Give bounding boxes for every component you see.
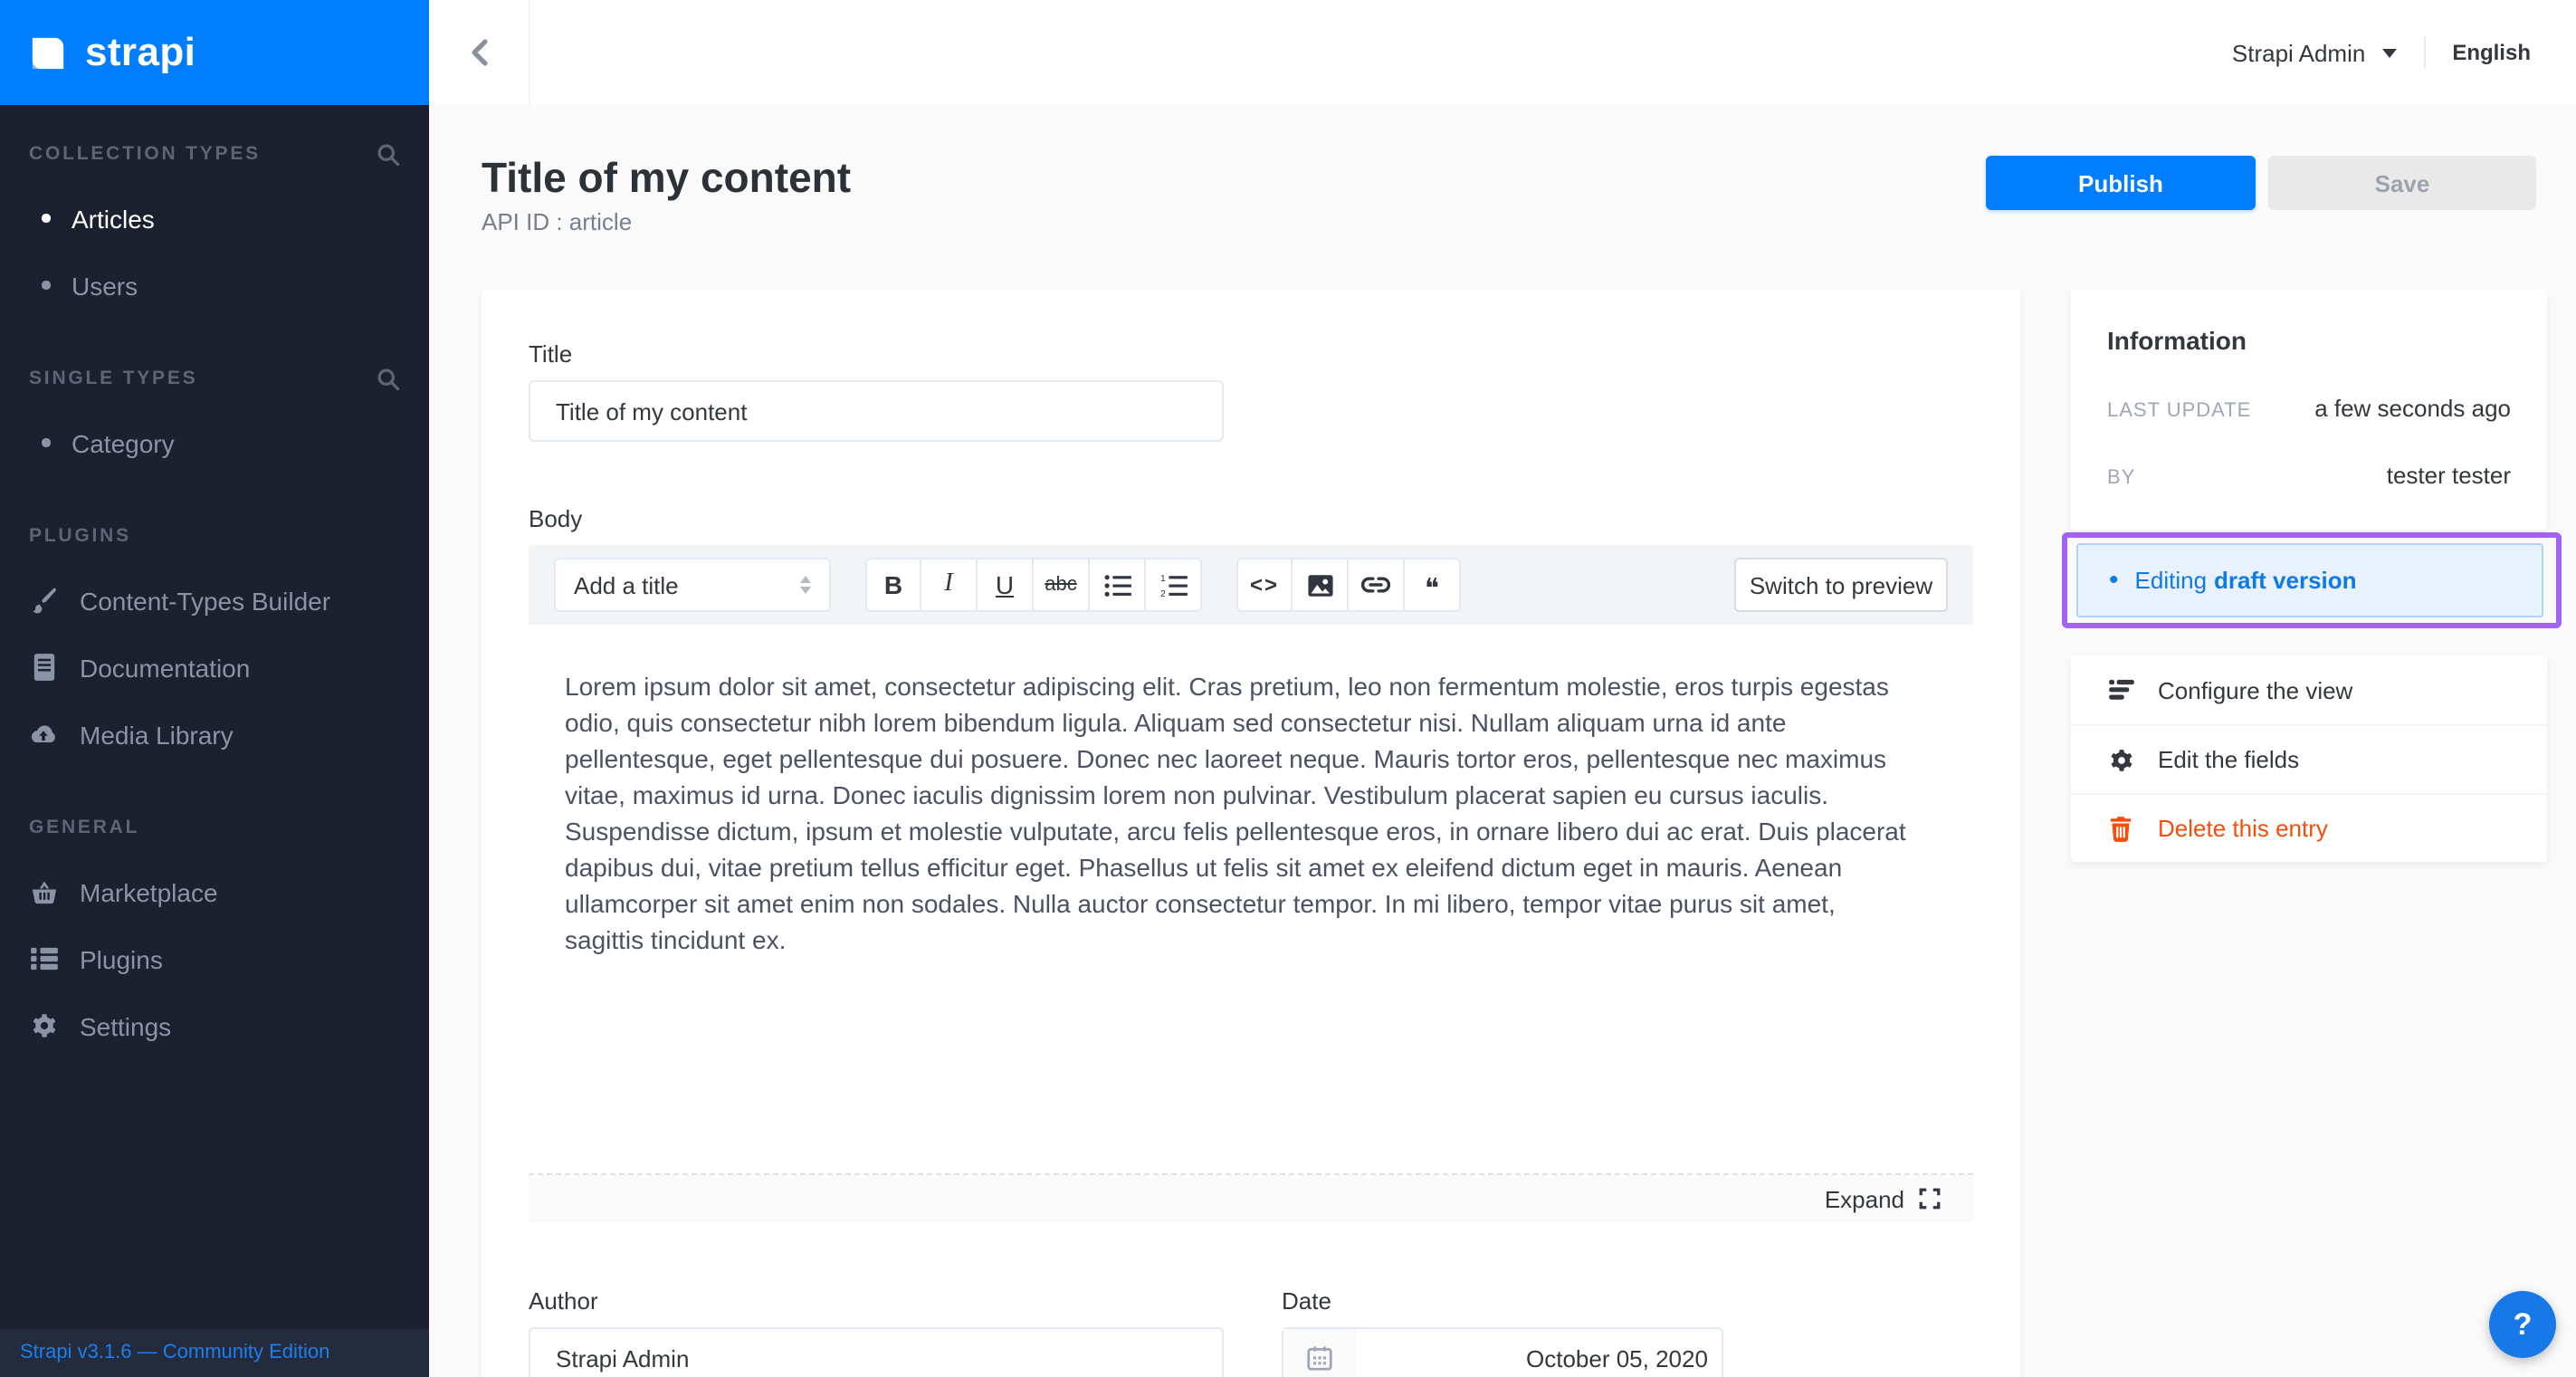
ordered-list-icon (1159, 573, 1187, 597)
link-label: Configure the view (2158, 676, 2353, 703)
sidebar-item-documentation[interactable] (29, 634, 400, 701)
author-date-row (529, 1287, 1973, 1377)
sidebar-item-users[interactable] (29, 252, 400, 319)
bullet-list-button[interactable] (1090, 558, 1146, 612)
user-menu-label: Strapi Admin (2231, 39, 2366, 66)
back-button[interactable] (429, 0, 530, 105)
underline-button[interactable]: U (978, 558, 1034, 612)
expand-label: Expand (1824, 1185, 1904, 1212)
fullscreen-expand-icon (1919, 1188, 1941, 1210)
publish-button[interactable]: Publish (1986, 156, 2256, 210)
gear-icon (29, 1012, 58, 1039)
strapi-logo-text: strapi (85, 29, 196, 74)
italic-button[interactable]: I (921, 558, 978, 612)
section-label: SINGLE TYPES (29, 368, 198, 389)
sidebar-item-plugins[interactable] (29, 925, 400, 992)
svg-text:1: 1 (1159, 573, 1165, 584)
section-label: PLUGINS (29, 525, 131, 547)
page-title: Title of my content (482, 154, 852, 201)
bullet-list-icon (1103, 573, 1131, 597)
insert-button-group (1236, 558, 1461, 612)
date-field (1282, 1287, 1723, 1377)
sidebar-item-media-library[interactable] (29, 701, 400, 768)
link-button[interactable] (1349, 558, 1405, 612)
sidebar-item-label: Users (72, 271, 138, 300)
last-update-label: LAST UPDATE (2107, 400, 2252, 422)
trash-icon (2107, 816, 2134, 841)
sidebar-item-label: Plugins (80, 944, 163, 973)
rich-text-editor (529, 545, 1973, 1222)
svg-text:2: 2 (1159, 588, 1165, 597)
editor-expand-bar[interactable] (529, 1173, 1973, 1222)
by-row (2107, 462, 2511, 489)
link-label: Edit the fields (2158, 746, 2300, 773)
configure-the-view-link[interactable] (2071, 655, 2547, 724)
body-field-label: Body (529, 505, 583, 532)
sidebar-item-label: Category (72, 428, 175, 457)
author-input[interactable] (529, 1327, 1224, 1377)
sidebar-item-category[interactable] (29, 409, 400, 476)
topbar (429, 0, 2576, 105)
sidebar (0, 0, 429, 1377)
gear-icon (2107, 747, 2134, 772)
last-update-row (2107, 395, 2511, 422)
sliders-icon (2107, 679, 2134, 701)
search-icon[interactable] (377, 142, 400, 166)
code-button[interactable]: <> (1236, 558, 1293, 612)
information-title: Information (2107, 326, 2247, 355)
sidebar-item-label: Media Library (80, 720, 234, 749)
sidebar-item-articles[interactable] (29, 185, 400, 252)
sidebar-item-label: Settings (80, 1011, 172, 1040)
entry-links-card (2071, 655, 2547, 862)
editing-draft-version-banner[interactable] (2076, 543, 2543, 617)
last-update-value: a few seconds ago (2314, 395, 2511, 422)
section-label: GENERAL (29, 817, 140, 838)
switch-to-preview-button[interactable]: Switch to preview (1734, 558, 1948, 612)
quote-button[interactable]: ❝ (1405, 558, 1461, 612)
right-panel (2071, 290, 2549, 1050)
version-text: Strapi v3.1.6 — Community Edition (20, 1342, 330, 1363)
annotation-highlight (2062, 532, 2562, 628)
delete-this-entry-link[interactable] (2071, 793, 2547, 862)
heading-select-value: Add a title (574, 571, 679, 598)
heading-select[interactable] (554, 558, 831, 612)
bullet-icon (42, 439, 50, 447)
editor-toolbar (529, 545, 1973, 625)
calendar-icon[interactable] (1283, 1329, 1356, 1377)
section-single-types (29, 366, 400, 476)
section-general (29, 815, 400, 1059)
book-icon (29, 654, 58, 681)
list-icon (29, 947, 58, 971)
edit-form-card (482, 290, 2020, 1377)
by-value: tester tester (2386, 462, 2511, 489)
bullet-icon (42, 215, 50, 223)
bold-button[interactable]: B (865, 558, 921, 612)
chevron-left-icon (469, 38, 489, 67)
information-card (2071, 290, 2547, 531)
sidebar-item-label: Marketplace (80, 877, 218, 906)
section-collection-types (29, 141, 400, 319)
edit-the-fields-link[interactable] (2071, 724, 2547, 793)
basket-icon (29, 879, 58, 904)
author-field-label: Author (529, 1287, 598, 1315)
format-button-group (865, 558, 1202, 612)
sidebar-item-label: Content-Types Builder (80, 586, 331, 615)
chevron-down-icon (2381, 48, 2396, 57)
cloud-upload-icon (29, 723, 58, 745)
api-id-subtitle: API ID : article (482, 208, 633, 235)
paintbrush-icon (29, 587, 58, 614)
sidebar-nav (0, 105, 429, 1059)
sidebar-item-label: Documentation (80, 653, 251, 682)
sidebar-item-label: Articles (72, 204, 155, 233)
date-field-label: Date (1282, 1287, 1331, 1315)
search-icon[interactable] (377, 367, 400, 390)
sidebar-version-footer[interactable] (0, 1328, 429, 1377)
ordered-list-button[interactable] (1146, 558, 1202, 612)
language-selector[interactable]: English (2452, 40, 2531, 65)
title-field-label: Title (529, 340, 573, 368)
page-head (482, 152, 851, 235)
author-field (529, 1287, 1224, 1377)
save-button[interactable]: Save (2268, 156, 2536, 210)
help-button[interactable]: ? (2489, 1291, 2556, 1358)
draft-bullet-icon: • (2109, 565, 2119, 596)
draft-version-label: draft version (2214, 567, 2357, 594)
by-label: BY (2107, 467, 2136, 489)
strapi-logo[interactable] (0, 0, 429, 105)
link-icon (1361, 576, 1390, 594)
image-button[interactable] (1293, 558, 1349, 612)
image-icon (1306, 573, 1333, 597)
section-label: COLLECTION TYPES (29, 143, 261, 165)
sidebar-item-marketplace[interactable] (29, 858, 400, 925)
user-menu[interactable] (2232, 39, 2396, 66)
divider (2423, 36, 2425, 69)
link-label: Delete this entry (2158, 815, 2328, 842)
draft-prefix: Editing (2134, 567, 2208, 594)
title-input[interactable] (529, 380, 1224, 442)
editor-content[interactable]: Lorem ipsum dolor sit amet, consectetur adipiscing elit. Cras pretium, leo non fermentum molestie, eros turpis egestas odio, quis consectetur nibh lorem bibendum ligula. Aliquam sed consectetur nisi. Nullam aliquam urna id ante pellentesque, eget pellentesque dui posuere. Donec nec laoreet neque. Mauris tortor eros, pellentesque nec maximus vitae, maximus id urna. Donec iaculis dignissim lorem non pulvinar. Vestibulum placerat sapien eu cursus iaculis. Suspendisse dictum, ipsum et molestie vulputate, arcu felis pellentesque eros, in ornare libero dui ac erat. Duis placerat dapibus dui, vitae pretium tellus efficitur eget. Phasellus ut felis sit amet ex eleifend dictum eget in mauris. Aenean ullamcorper sit amet enim non sodales. Nulla auctor consectetur tempor. In mi libero, tempor vitae purus sit amet, sagittis tincidunt ex. (529, 625, 1973, 1173)
sidebar-item-settings[interactable] (29, 992, 400, 1059)
sidebar-item-content-types-builder[interactable] (29, 567, 400, 634)
strikethrough-button[interactable]: abc (1034, 558, 1090, 612)
select-arrows-icon (800, 576, 811, 594)
strapi-logo-icon (29, 33, 67, 72)
bullet-icon (42, 282, 50, 290)
section-plugins (29, 523, 400, 768)
